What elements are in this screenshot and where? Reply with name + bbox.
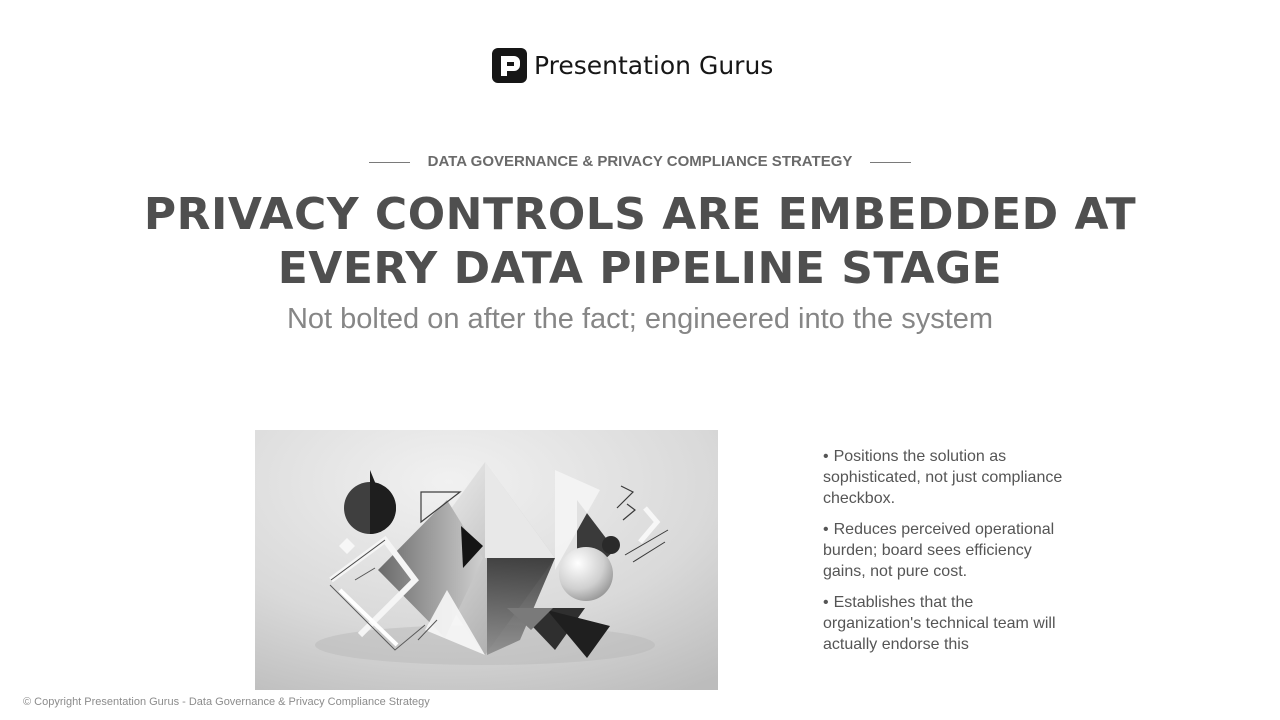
bullet-text: Establishes that the organization's technical team will actually endorse this: [823, 594, 1056, 653]
slide-title: PRIVACY CONTROLS ARE EMBEDDED AT EVERY DATA PIPELINE STAGE: [143, 189, 1137, 294]
brand-name: Presentation Gurus: [534, 51, 774, 80]
presentation-gurus-logo-icon: [492, 48, 527, 83]
abstract-geometric-illustration: [255, 430, 718, 690]
slide-subtitle: Not bolted on after the fact; engineered into the system: [286, 303, 994, 335]
list-item: [823, 446, 1073, 509]
bullet-list: [823, 446, 1073, 665]
bullet-text: Reduces perceived operational burden; board sees efficiency gains, not pure cost.: [823, 521, 1055, 580]
bullet-text: Positions the solution as sophisticated, not just compliance checkbox.: [823, 448, 1063, 507]
eyebrow: [0, 151, 1280, 173]
copyright-footer: © Copyright Presentation Gurus - Data Governance & Privacy Compliance Strategy: [23, 696, 430, 708]
bullet-marker: •: [823, 448, 829, 465]
bullet-marker: •: [823, 521, 829, 538]
eyebrow-rule-right: [870, 162, 911, 163]
bullet-marker: •: [823, 594, 829, 611]
brand-logo: [492, 47, 773, 84]
eyebrow-rule-left: [369, 162, 410, 163]
list-item: [823, 519, 1073, 582]
eyebrow-text: DATA GOVERNANCE & PRIVACY COMPLIANCE STRATEGY: [427, 153, 853, 170]
hero-image: [255, 430, 718, 690]
list-item: [823, 592, 1073, 655]
